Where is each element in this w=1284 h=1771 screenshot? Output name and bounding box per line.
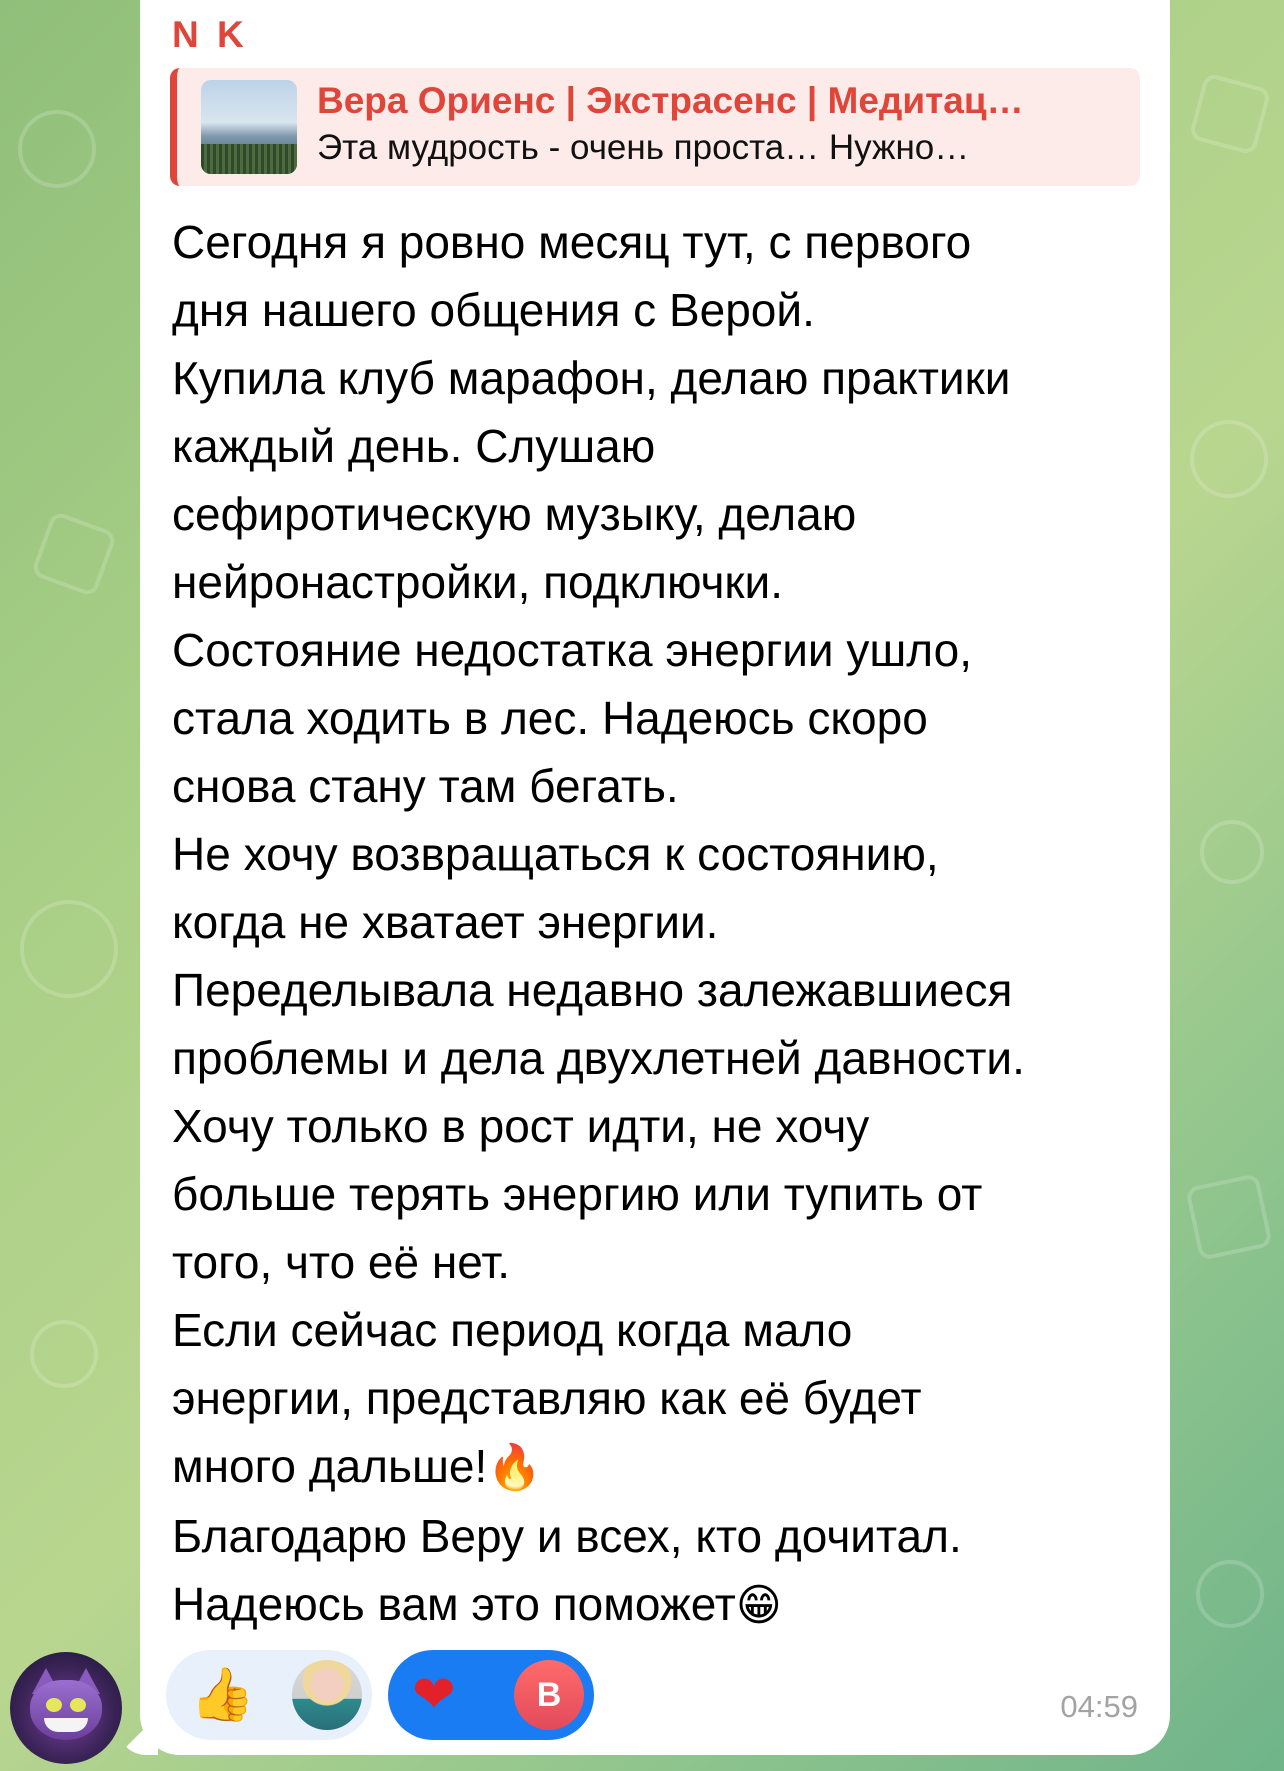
message-line: стала ходить в лес. Надеюсь скоро [172, 692, 928, 744]
heart-icon: ❤ [412, 1665, 456, 1725]
message-line: дня нашего общения с Верой. [172, 284, 815, 336]
message-bubble[interactable] [140, 0, 1170, 1755]
reaction-thumbs-up[interactable] [166, 1650, 372, 1740]
message-line: Сегодня я ровно месяц тут, с первого [172, 216, 972, 268]
message-timestamp: 04:59 [1060, 1689, 1138, 1724]
grin-emoji-icon: 😁 [735, 1580, 782, 1631]
message-line: Если сейчас период когда мало [172, 1304, 853, 1356]
message-line: каждый день. Слушаю [172, 420, 656, 472]
message-line: Переделывала недавно залежавшиеся [172, 964, 1013, 1016]
thumbs-up-icon: 👍 [190, 1665, 255, 1725]
reply-thumbnail-image [201, 80, 297, 174]
message-text [172, 208, 1152, 1640]
fire-emoji-icon: 🔥 [487, 1442, 543, 1493]
reply-preview[interactable] [170, 68, 1140, 186]
message-line: когда не хватает энергии. [172, 896, 719, 948]
reply-title: Вера Ориенс | Экстрасенс | Медитац… [317, 80, 1024, 121]
message-line: Надеюсь вам это поможет😁 [172, 1578, 782, 1631]
sender-avatar[interactable] [10, 1652, 122, 1764]
message-line: больше терять энергию или тупить от [172, 1168, 983, 1220]
reaction-heart[interactable] [388, 1650, 594, 1740]
reactor-avatar [292, 1660, 362, 1730]
message-line: Состояние недостатка энергии ушло, [172, 624, 973, 676]
message-line: нейронастройки, подключки. [172, 556, 784, 608]
message-line: проблемы и дела двухлетней давности. [172, 1032, 1025, 1084]
message-line: Хочу только в рост идти, не хочу [172, 1100, 870, 1152]
message-line: Не хочу возвращаться к состоянию, [172, 828, 939, 880]
message-line: Купила клуб марафон, делаю практики [172, 352, 1011, 404]
message-line: Благодарю Веру и всех, кто дочитал. [172, 1510, 962, 1562]
message-line: сефиротическую музыку, делаю [172, 488, 857, 540]
message-line: снова стану там бегать. [172, 760, 679, 812]
message-line: много дальше!🔥 [172, 1440, 543, 1493]
message-line: того, что её нет. [172, 1236, 511, 1288]
message-line: энергии, представляю как её будет [172, 1372, 922, 1424]
reply-text: Эта мудрость - очень проста… Нужно… [317, 128, 970, 167]
reactor-avatar-letter: В [514, 1660, 584, 1730]
sender-name[interactable]: N K [172, 14, 248, 55]
